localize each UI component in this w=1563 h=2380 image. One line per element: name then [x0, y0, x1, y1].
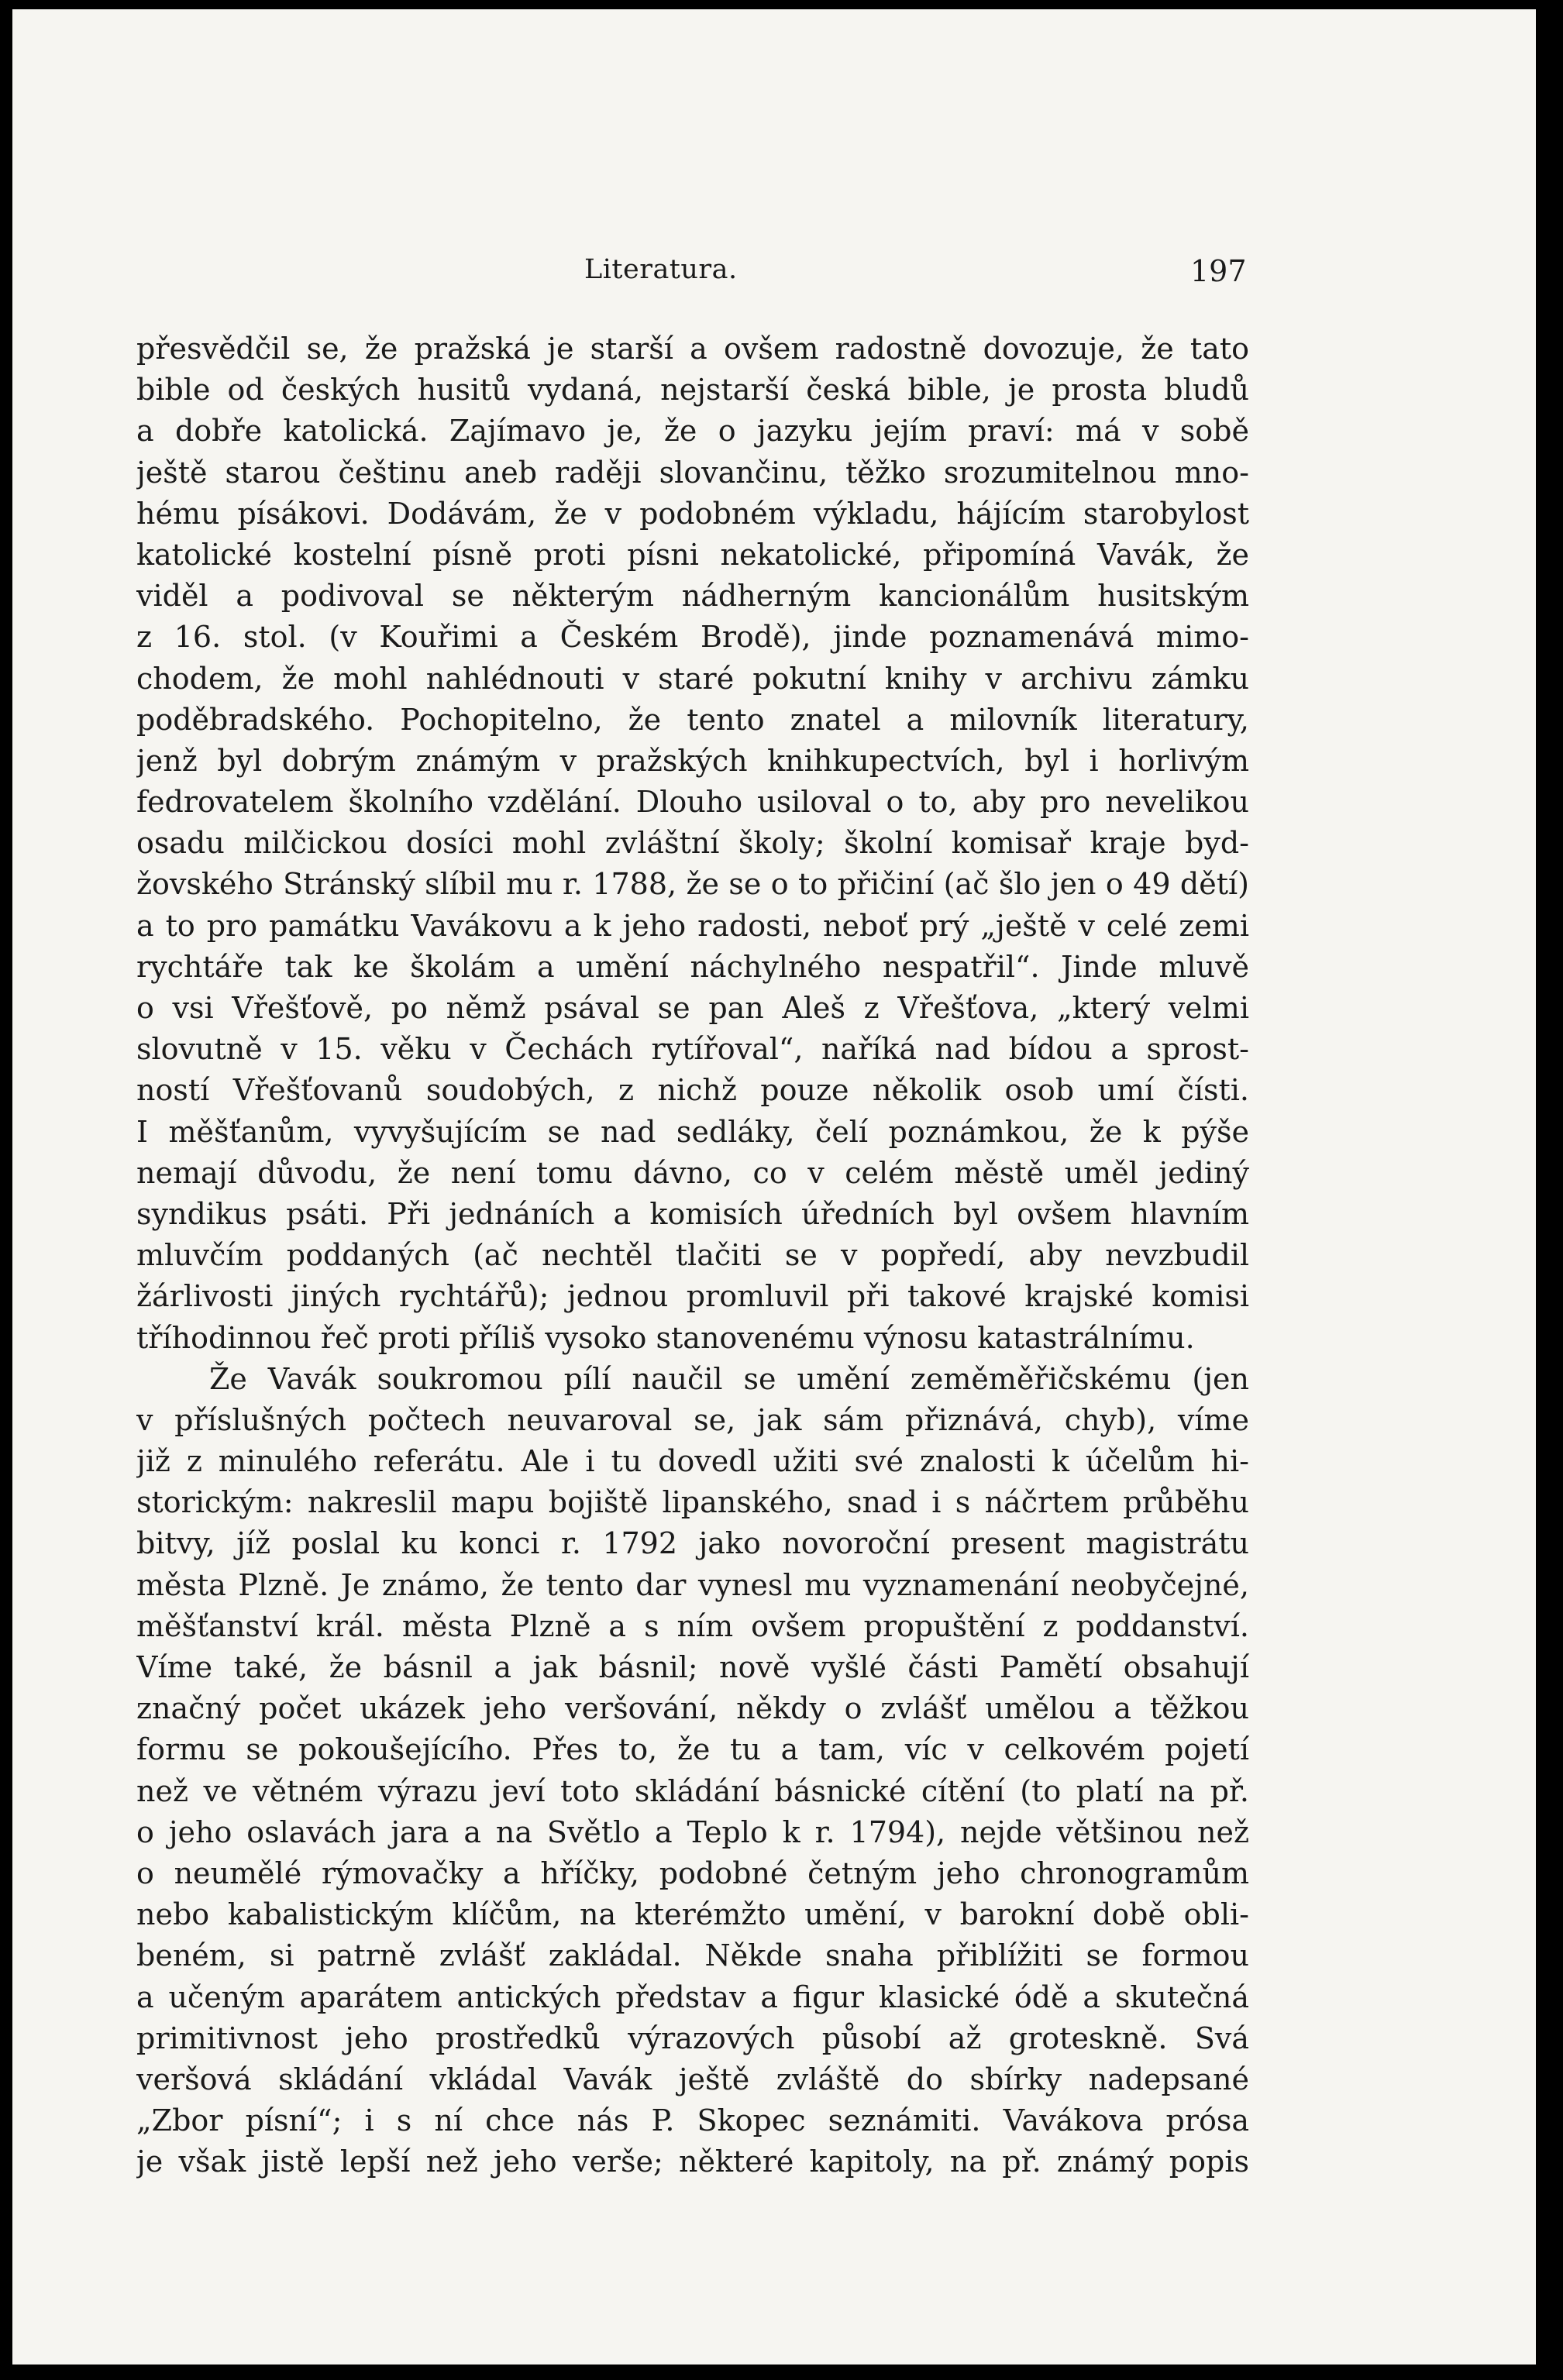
text-line: bible od českých husitů vydaná, nejstarší česká bible, je prosta bludů [136, 373, 1249, 408]
text-line: z 16. stol. (v Kouřimi a Českém Brodě), jinde poznamenává mimo- [136, 620, 1249, 655]
text-line: mluvčím poddaných (ač nechtěl tlačiti se v popředí, aby nevzbudil [136, 1238, 1249, 1273]
text-line: nebo kabalistickým klíčům, na kterémžto umění, v barokní době obli- [136, 1897, 1249, 1932]
text-line: než ve větném výrazu jeví toto skládání básnické cítění (to platí na př. [136, 1773, 1249, 1808]
text-line: města Plzně. Je známo, že tento dar vynesl mu vyznamenání neobyčejné, [136, 1567, 1249, 1602]
text-line: formu se pokoušejícího. Přes to, že tu a tam, víc v celkovém pojetí [136, 1732, 1249, 1767]
text-line: hému písákovi. Dodávám, že v podobném výkladu, hájícím starobylost [136, 496, 1249, 531]
text-line: primitivnost jeho prostředků výrazových působí až groteskně. Svá [136, 2021, 1249, 2055]
text-line: ještě starou češtinu aneb raději slovančinu, těžko srozumitelnou mno- [136, 455, 1249, 490]
paragraph-start-line: Že Vavák soukromou pílí naučil se umění zeměměřičskému (jen [209, 1361, 1249, 1396]
text-line: a učeným aparátem antických představ a figur klasické ódě a skutečná [136, 1979, 1249, 2014]
text-line: rychtáře tak ke školám a umění náchylného nespatřil“. Jinde mluvě [136, 949, 1249, 984]
text-line: beném, si patrně zvlášť zakládal. Někde snaha přiblížiti se formou [136, 1938, 1249, 1973]
running-header: Literatura. [584, 254, 738, 285]
text-line: měšťanství král. města Plzně a s ním ovšem propuštění z poddanství. [136, 1608, 1249, 1643]
text-line: je však jistě lepší než jeho verše; některé kapitoly, na př. známý popis [136, 2144, 1249, 2179]
text-line: slovutně v 15. věku v Čechách rytířoval“, naříká nad bídou a sprost- [136, 1032, 1249, 1067]
text-line: značný počet ukázek jeho veršování, někdy o zvlášť umělou a těžkou [136, 1691, 1249, 1726]
text-line: Víme také, že básnil a jak básnil; nově vyšlé části Pamětí obsahují [136, 1650, 1249, 1684]
book-page [12, 9, 1536, 2365]
text-line: tříhodinnou řeč proti příliš vysoko stanovenému výnosu katastrálnímu. [136, 1320, 1195, 1355]
text-line: jenž byl dobrým známým v pražských knihkupectvích, byl i horlivým [136, 743, 1249, 778]
text-line: I měšťanům, vyvyšujícím se nad sedláky, čelí poznámkou, že k pýše [136, 1114, 1249, 1149]
text-line: již z minulého referátu. Ale i tu dovedl užiti své znalosti k účelům hi- [136, 1444, 1249, 1479]
text-line: storickým: nakreslil mapu bojiště lipanského, snad i s náčrtem průběhu [136, 1485, 1249, 1520]
text-line: ností Vřešťovanů soudobých, z nichž pouze několik osob umí čísti. [136, 1073, 1249, 1108]
text-line: viděl a podivoval se některým nádherným kancionálům husitským [136, 579, 1249, 614]
text-line: žovského Stránský slíbil mu r. 1788, že se o to přičiní (ač šlo jen o 49 dětí) [136, 867, 1249, 902]
text-line: katolické kostelní písně proti písni nekatolické, připomíná Vavák, že [136, 537, 1249, 572]
text-line: a to pro památku Vavákovu a k jeho radosti, neboť prý „ještě v celé zemi [136, 908, 1249, 943]
text-line: v příslušných počtech neuvaroval se, jak sám přiznává, chyb), víme [136, 1402, 1249, 1437]
text-line: poděbradského. Pochopitelno, že tento znatel a milovník literatury, [136, 702, 1249, 737]
text-line: o jeho oslavách jara a na Světlo a Teplo k r. 1794), nejde většinou než [136, 1814, 1249, 1849]
text-line: o vsi Vřešťově, po němž psával se pan Aleš z Vřešťova, „který velmi [136, 991, 1249, 1025]
text-line: o neumělé rýmovačky a hříčky, podobné četným jeho chronogramům [136, 1856, 1249, 1890]
text-line: žárlivosti jiných rychtářů); jednou promluvil při takové krajské komisi [136, 1279, 1249, 1314]
text-line: syndikus psáti. Při jednáních a komisích úředních byl ovšem hlavním [136, 1196, 1249, 1231]
text-line: nemají důvodu, že není tomu dávno, co v celém městě uměl jediný [136, 1155, 1249, 1190]
text-line: osadu milčickou dosíci mohl zvláštní školy; školní komisař kraje byd- [136, 826, 1249, 861]
body-text [136, 328, 1249, 2312]
text-line: veršová skládání vkládal Vavák ještě zvláště do sbírky nadepsané [136, 2062, 1249, 2096]
text-line: přesvědčil se, že pražská je starší a ovšem radostně dovozuje, že tato [136, 332, 1249, 366]
page-number: 197 [1190, 254, 1247, 288]
text-line: a dobře katolická. Zajímavo je, že o jazyku jejím praví: má v sobě [136, 414, 1249, 449]
text-line: „Zbor písní“; i s ní chce nás P. Skopec seznámiti. Vavákova prósa [136, 2103, 1249, 2138]
text-line: chodem, že mohl nahlédnouti v staré pokutní knihy v archivu zámku [136, 661, 1249, 696]
text-line: bitvy, jíž poslal ku konci r. 1792 jako novoroční present magistrátu [136, 1526, 1249, 1561]
text-line: fedrovatelem školního vzdělání. Dlouho usiloval o to, aby pro nevelikou [136, 785, 1249, 820]
